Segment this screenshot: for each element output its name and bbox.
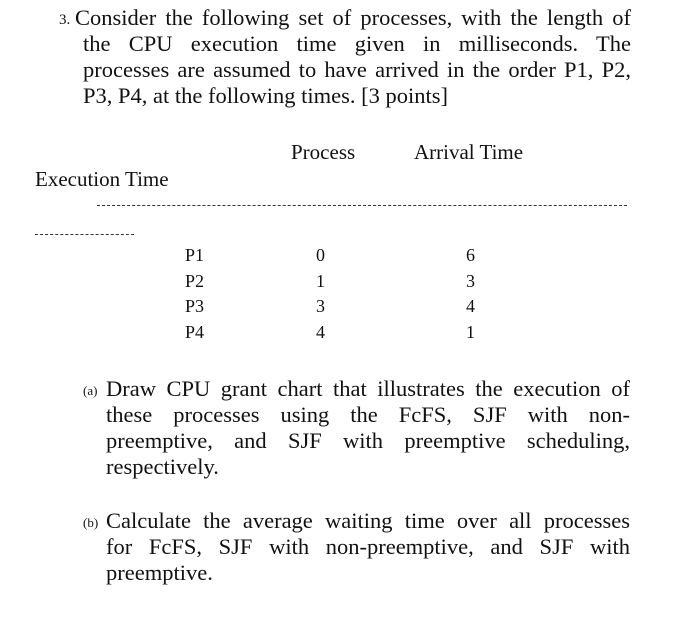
question-line: Consider the following set of processes, with the length of xyxy=(75,5,631,30)
question-text xyxy=(75,5,631,109)
part-a-text xyxy=(106,376,630,480)
part-b-line: for FcFS, SJF with non-preemptive, and SJF with xyxy=(106,534,630,559)
row-process-name: P4 xyxy=(185,322,205,342)
question-line: the CPU execution time given in milliseconds. The xyxy=(83,31,631,56)
part-a-line: preemptive, and SJF with preemptive scheduling, xyxy=(106,428,630,453)
row-process-value: 3 xyxy=(316,296,325,316)
row-process-value: 4 xyxy=(316,322,325,342)
row-arrival-value: 4 xyxy=(466,296,475,316)
dashed-separator xyxy=(97,205,627,206)
header-execution-time: Execution Time xyxy=(35,167,169,191)
part-a-line: these processes using the FcFS, SJF with non- xyxy=(106,402,630,427)
row-arrival-value: 6 xyxy=(466,245,475,265)
row-arrival-value: 1 xyxy=(466,322,475,342)
part-a-label: (a) xyxy=(83,383,98,398)
header-arrival-time: Arrival Time xyxy=(414,140,524,164)
header-process: Process xyxy=(291,140,356,164)
dashed-separator-short xyxy=(35,234,134,235)
part-b-line: preemptive. xyxy=(106,560,213,585)
row-process-name: P2 xyxy=(185,271,205,291)
row-arrival-value: 3 xyxy=(466,271,475,291)
part-b-line: Calculate the average waiting time over all processes xyxy=(106,508,630,533)
part-a-line: respectively. xyxy=(106,454,219,479)
row-process-name: P3 xyxy=(185,296,205,316)
part-b-text xyxy=(106,508,630,586)
part-a-line: Draw CPU grant chart that illustrates the execution of xyxy=(106,376,630,401)
row-process-value: 1 xyxy=(316,271,325,291)
row-process-name: P1 xyxy=(185,245,205,265)
question-line: processes are assumed to have arrived in the order P1, P2, xyxy=(83,57,631,82)
part-b-label: (b) xyxy=(83,515,99,530)
row-process-value: 0 xyxy=(316,245,325,265)
question-line: P3, P4, at the following times. [3 points] xyxy=(83,83,448,108)
question-number: 3. xyxy=(59,12,71,28)
